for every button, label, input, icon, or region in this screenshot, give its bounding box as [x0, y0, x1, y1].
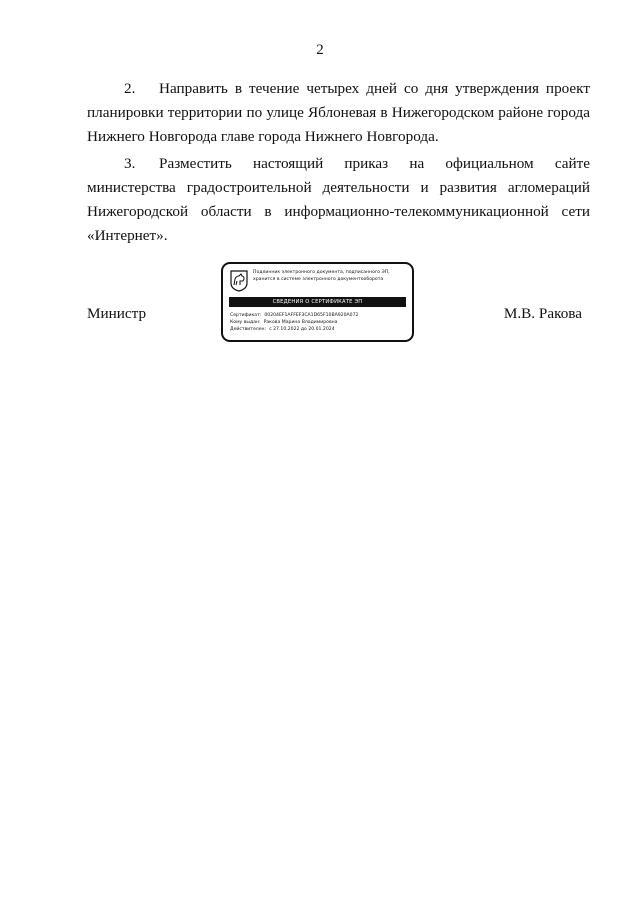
- paragraph-number: 2.: [124, 80, 136, 97]
- signer-name: М.В. Ракова: [503, 305, 582, 322]
- paragraph-text: Разместить настоящий приказ на официальном сайте министерства градостроительной деятельности и развития агломераций Нижегородской области в информационно-телекоммуникационной сети «Интернет».: [87, 155, 590, 244]
- nizhny-novgorod-coat-of-arms-icon: [230, 270, 248, 292]
- stamp-details: [230, 312, 408, 334]
- paragraph-item-3: [87, 152, 590, 248]
- electronic-signature-stamp: [221, 262, 414, 342]
- stamp-intro: [253, 269, 411, 283]
- stamp-intro-line: хранится в системе электронного документооборота: [253, 277, 384, 282]
- paragraph-item-2: [87, 77, 590, 149]
- paragraph-number: 3.: [124, 155, 136, 172]
- stamp-validity-row: [230, 326, 408, 333]
- stamp-intro-line: Подлинник электронного документа, подписанного ЭП,: [253, 270, 390, 275]
- stamp-certificate-row: [230, 312, 408, 319]
- validity-value: с 27.10.2022 до 20.01.2024: [269, 327, 335, 333]
- page-number: 2: [316, 42, 324, 58]
- certificate-label: Сертификат:: [230, 313, 262, 318]
- stamp-issued-to-row: [230, 319, 408, 326]
- paragraph-text: Направить в течение четырех дней со дня утверждения проект планировки территории по улице Яблоневая в Нижегородском районе города Нижнего Новгорода главе города Нижнего Новгорода.: [87, 80, 590, 145]
- validity-label: Действителен:: [230, 327, 267, 333]
- issued-to-label: Кому выдан:: [230, 320, 261, 326]
- stamp-header: СВЕДЕНИЯ О СЕРТИФИКАТЕ ЭП: [229, 297, 406, 307]
- issued-to-value: Ракова Марина Владимировна: [263, 320, 338, 326]
- certificate-value: 00204EF1AFFEF3CA1D65F10BA920A072: [264, 313, 359, 318]
- signer-title: Министр: [87, 305, 147, 322]
